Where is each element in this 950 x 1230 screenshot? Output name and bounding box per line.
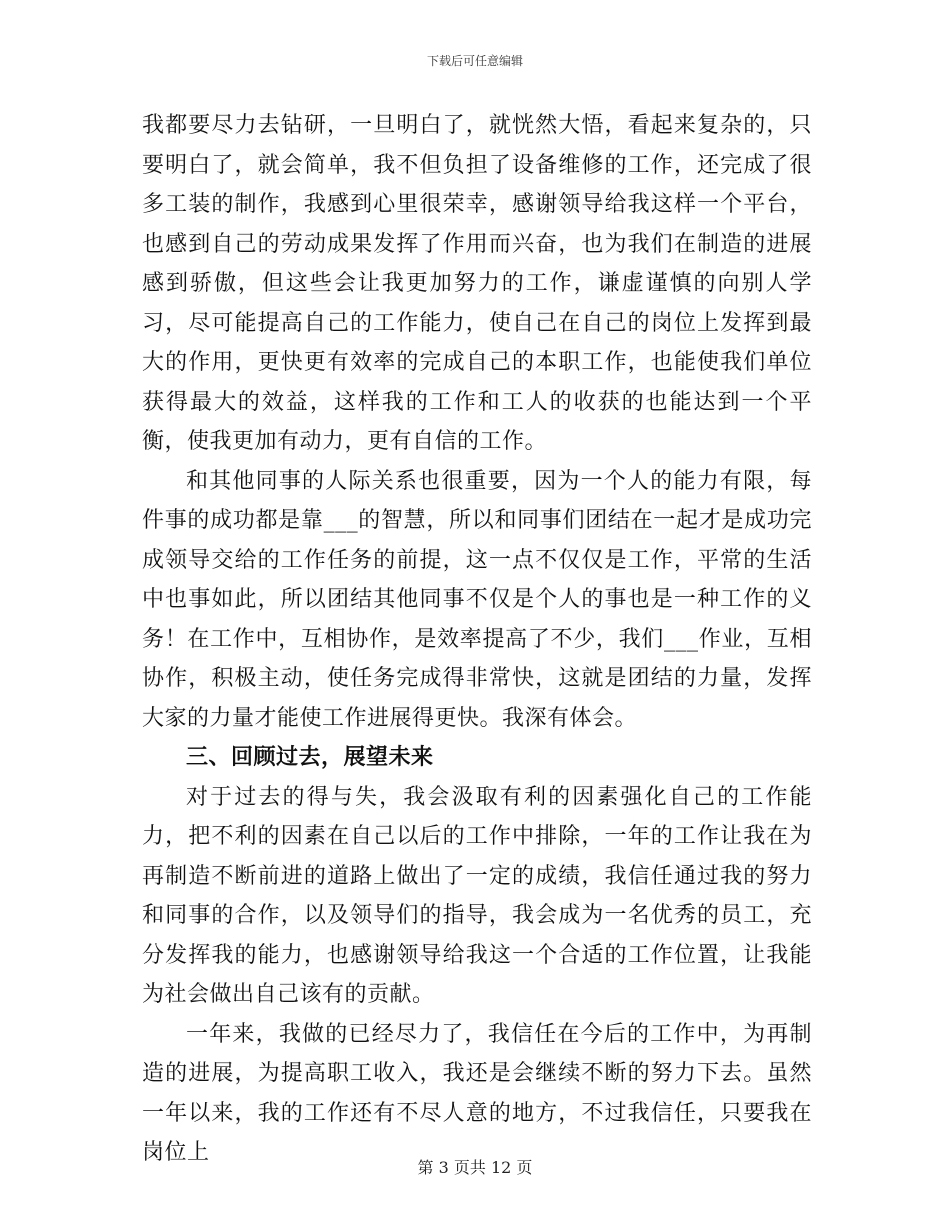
paragraph-review-past: 对于过去的得与失，我会汲取有利的因素强化自己的工作能力，把不利的因素在自己以后的工作中排除，一年的工作让我在为再制造不断前进的道路上做出了一定的成绩，我信任通过我的努力和同事的合作，以及领导们的指导，我会成为一名优秀的员工，充分发挥我的能力，也感谢领导给我这一个合适的工作位置，让我能为社会做出自己该有的贡献。 [142, 784, 812, 1007]
document-body [142, 106, 812, 1173]
paragraph-continuation: 我都要尽力去钻研，一旦明白了，就恍然大悟，看起来复杂的，只要明白了，就会简单，我不但负担了设备维修的工作，还完成了很多工装的制作，我感到心里很荣幸，感谢领导给我这样一个平台，也感到自己的劳动成果发挥了作用而兴奋，也为我们在制造的进展感到骄傲，但这些会让我更加努力的工作，谦虚谨慎的向别人学习，尽可能提高自己的工作能力，使自己在自己的岗位上发挥到最大的作用，更快更有效率的完成自己的本职工作，也能使我们单位获得最大的效益，这样我的工作和工人的收获的也能达到一个平衡，使我更加有动力，更有自信的工作。 [142, 113, 812, 454]
page-header-note: 下载后可任意编辑 [426, 54, 523, 68]
section-heading: 三、回顾过去，展望未来 [186, 745, 434, 770]
paragraph-year-summary: 一年来，我做的已经尽力了，我信任在今后的工作中，为再制造的进展，为提高职工收入，我还是会继续不断的努力下去。虽然一年以来，我的工作还有不尽人意的地方，不过我信任，只要我在岗位上 [142, 1021, 812, 1165]
paragraph-colleague-relations: 和其他同事的人际关系也很重要，因为一个人的能力有限，每件事的成功都是靠___的智慧，所以和同事们团结在一起才是成功完成领导交给的工作任务的前提，这一点不仅仅是工作，平常的生活中也事如此，所以团结其他同事不仅是个人的事也是一种工作的义务！在工作中，互相协作，是效率提高了不少，我们___作业，互相协作，积极主动，使任务完成得非常快，这就是团结的力量，发挥大家的力量才能使工作进展得更快。我深有体会。 [142, 468, 812, 731]
page-number-footer: 第 3 页共 12 页 [417, 1158, 533, 1177]
